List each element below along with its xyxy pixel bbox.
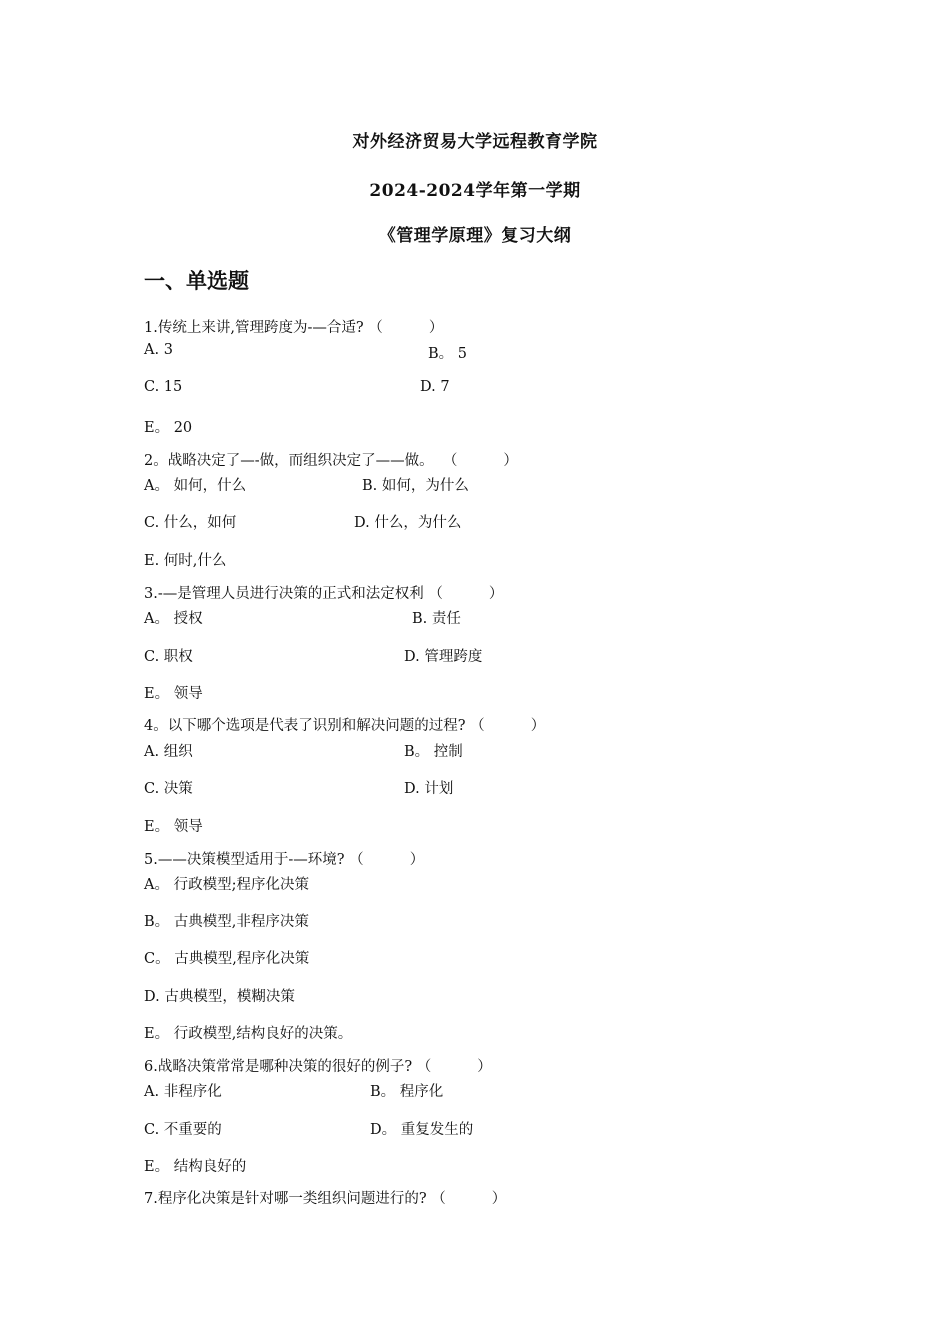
question-2-option-a: A。 如何，什么 — [144, 478, 247, 494]
question-4-option-d: D. 计划 — [404, 781, 454, 797]
question-3-option-a: A。 授权 — [144, 611, 203, 627]
question-6-option-e: E。 结构良好的 — [144, 1159, 247, 1175]
section-heading: 一、单选题 — [144, 269, 249, 293]
question-1-option-b: B。 5 — [428, 346, 467, 362]
term-title: 2024-2024学年第一学期 — [369, 181, 581, 201]
question-2: 2。战略决定了—-做，而组织决定了——做。 （ ） — [144, 453, 518, 469]
question-2-option-c: C. 什么，如何 — [144, 515, 237, 531]
question-3: 3.-—是管理人员进行决策的正式和法定权利 （ ） — [144, 586, 504, 602]
question-6-option-c: C. 不重要的 — [144, 1122, 222, 1138]
question-5-option-d: D. 古典模型，模糊决策 — [144, 989, 295, 1005]
question-1-option-e: E。 20 — [144, 420, 193, 436]
question-3-option-c: C. 职权 — [144, 649, 193, 665]
question-3-option-b: B. 责任 — [412, 611, 461, 627]
question-5: 5.——决策模型适用于-—环境? （ ） — [144, 852, 425, 868]
question-7: 7.程序化决策是针对哪一类组织问题进行的? （ ） — [144, 1191, 507, 1207]
school-title: 对外经济贸易大学远程教育学院 — [352, 132, 598, 152]
question-5-option-b: B。 古典模型,非程序决策 — [144, 914, 309, 930]
question-1-option-c: C. 15 — [144, 379, 183, 395]
course-title: 《管理学原理》复习大纲 — [378, 226, 572, 246]
question-5-option-a: A。 行政模型;程序化决策 — [144, 877, 309, 893]
question-6-option-d: D。 重复发生的 — [370, 1122, 474, 1138]
question-5-option-c: C。 古典模型,程序化决策 — [144, 951, 310, 967]
question-6-option-b: B。 程序化 — [370, 1084, 444, 1100]
question-1: 1.传统上来讲,管理跨度为-—合适? （ ） — [144, 320, 444, 336]
question-3-option-d: D. 管理跨度 — [404, 649, 483, 665]
question-4-option-a: A. 组织 — [144, 744, 193, 760]
question-2-option-e: E. 何时,什么 — [144, 553, 227, 569]
question-4-option-c: C. 决策 — [144, 781, 193, 797]
question-1-option-a: A. 3 — [144, 342, 173, 358]
question-6: 6.战略决策常常是哪种决策的很好的例子? （ ） — [144, 1059, 492, 1075]
question-5-option-e: E。 行政模型,结构良好的决策。 — [144, 1026, 353, 1042]
question-2-option-d: D. 什么，为什么 — [354, 515, 462, 531]
question-3-option-e: E。 领导 — [144, 686, 203, 702]
question-4-option-b: B。 控制 — [404, 744, 463, 760]
question-2-option-b: B. 如何，为什么 — [362, 478, 469, 494]
question-4-option-e: E。 领导 — [144, 819, 203, 835]
question-6-option-a: A. 非程序化 — [144, 1084, 222, 1100]
question-1-option-d: D. 7 — [420, 379, 450, 395]
question-4: 4。以下哪个选项是代表了识别和解决问题的过程? （ ） — [144, 718, 546, 734]
